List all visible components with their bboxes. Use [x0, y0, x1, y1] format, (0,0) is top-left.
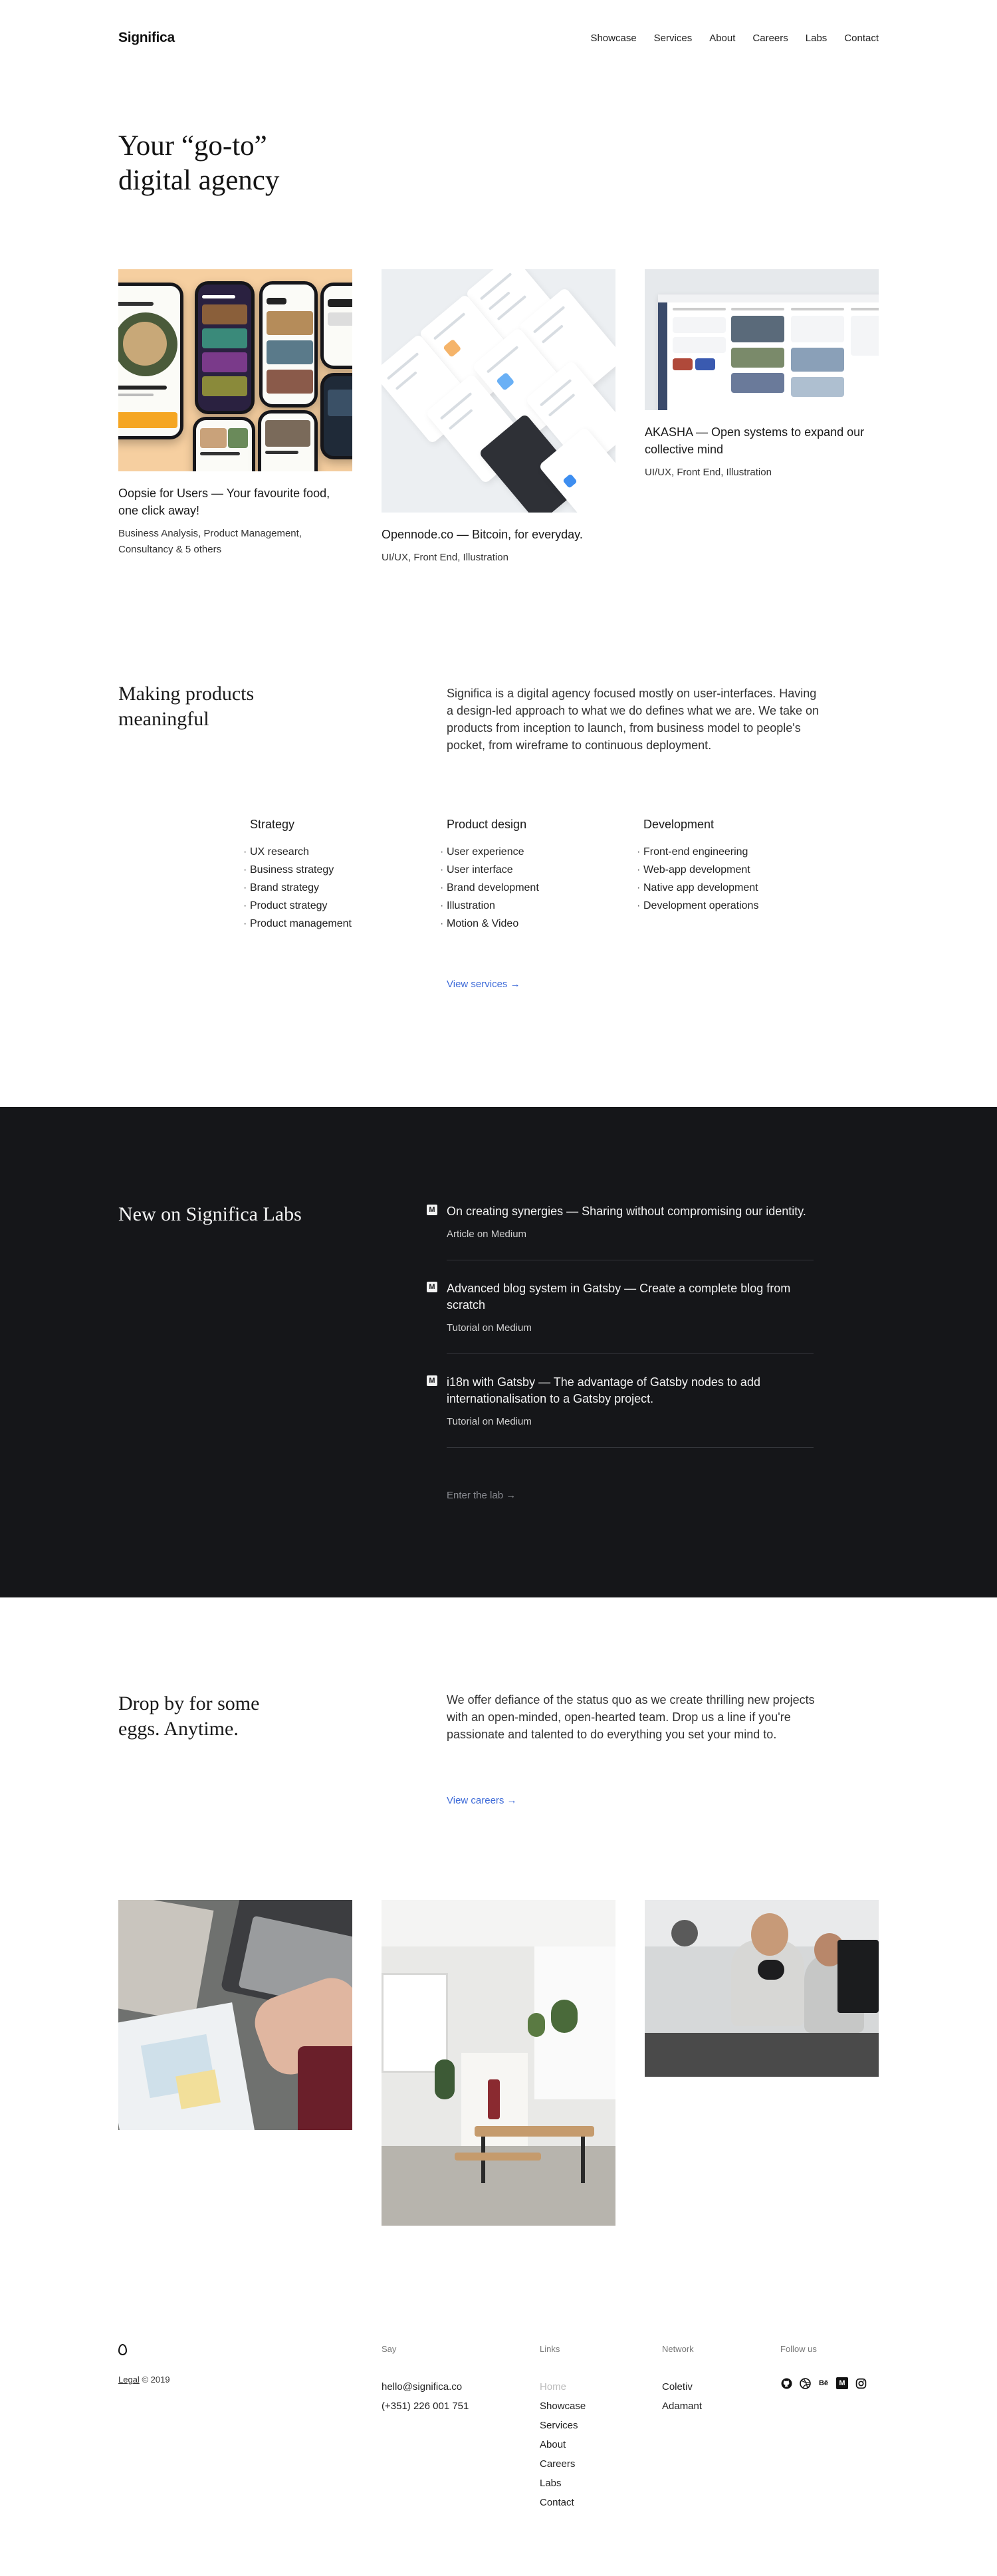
footer-links: [540, 2344, 586, 2512]
medium-icon: M: [427, 1205, 437, 1215]
project-tags: UI/UX, Front End, Illustration: [645, 467, 772, 478]
legal-copyright: [118, 2375, 170, 2385]
phone-mockup: [320, 283, 352, 369]
service-item: · Web-app development: [637, 861, 823, 879]
phone-mockup: [118, 283, 183, 439]
copyright-text: © 2019: [142, 2375, 170, 2385]
medium-icon: M: [427, 1375, 437, 1386]
service-item: · Development operations: [637, 897, 823, 915]
egg-logo-icon[interactable]: [118, 2344, 127, 2355]
social-icons: [780, 2377, 867, 2389]
project-tags: UI/UX, Front End, Illustration: [382, 552, 508, 563]
footer-link-showcase[interactable]: Showcase: [540, 2400, 586, 2412]
lab-article[interactable]: [429, 1280, 814, 1354]
footer-network: [662, 2344, 702, 2416]
nav-labs[interactable]: Labs: [805, 32, 828, 44]
careers-title-line1: Drop by for some: [118, 1693, 260, 1714]
project-image-opennode[interactable]: [382, 269, 615, 513]
project-image-akasha[interactable]: [645, 269, 879, 410]
footer-heading: Links: [540, 2344, 560, 2354]
nav-showcase[interactable]: Showcase: [590, 32, 637, 44]
project-card-opennode[interactable]: [382, 269, 615, 566]
footer-link-labs[interactable]: Labs: [540, 2478, 562, 2489]
phone-mockup: [195, 281, 255, 414]
footer-link-about[interactable]: About: [540, 2439, 566, 2450]
project-tags: Business Analysis, Product Management, Consultancy & 5 others: [118, 528, 302, 555]
service-item: · UX research: [243, 843, 429, 861]
main-nav: [590, 33, 879, 44]
dribbble-icon[interactable]: [799, 2377, 811, 2389]
lab-article-title[interactable]: On creating synergies — Sharing without compromising our identity.: [447, 1205, 806, 1218]
legal-link[interactable]: Legal: [118, 2375, 140, 2385]
nav-careers[interactable]: Careers: [752, 32, 788, 44]
network-link-adamant[interactable]: Adamant: [662, 2400, 703, 2412]
service-item: · Native app development: [637, 879, 823, 897]
service-column-strategy: [243, 816, 429, 933]
service-item: · Illustration: [440, 897, 626, 915]
view-careers-link[interactable]: View careers →: [447, 1795, 517, 1806]
footer-link-services[interactable]: Services: [540, 2420, 578, 2431]
hero-title-line2: digital agency: [118, 165, 280, 196]
labs-articles: [429, 1203, 814, 1468]
phone-link[interactable]: (+351) 226 001 751: [382, 2400, 469, 2412]
service-column-development: [637, 816, 823, 915]
careers-text: We offer defiance of the status quo as we create thrilling new projects with an open-minded, open-hearted team. Drop us a line if you're passionate and talented to do everything you set your mind to.: [447, 1693, 815, 1741]
phone-mockup: [193, 417, 255, 471]
project-image-oopsie[interactable]: [118, 269, 352, 471]
site-header: [118, 28, 879, 48]
logo[interactable]: Significa: [118, 30, 175, 45]
lab-article-source: Tutorial on Medium: [447, 1322, 532, 1334]
service-item: · Brand development: [440, 879, 626, 897]
footer-say: [382, 2344, 469, 2416]
lab-article-source: Article on Medium: [447, 1229, 527, 1240]
email-link[interactable]: hello@significa.co: [382, 2381, 463, 2393]
nav-about[interactable]: About: [709, 32, 736, 44]
lab-article-title[interactable]: i18n with Gatsby — The advantage of Gatsby nodes to add internationalisation to a Gatsby project.: [447, 1375, 760, 1405]
service-item: · Brand strategy: [243, 879, 429, 897]
footer-link-home[interactable]: Home: [540, 2381, 567, 2393]
footer-heading: Say: [382, 2344, 397, 2354]
office-photo-team: [645, 1900, 879, 2077]
browser-mockup: [658, 294, 879, 410]
careers-title: [118, 1691, 384, 1742]
service-item: · Business strategy: [243, 861, 429, 879]
project-title[interactable]: AKASHA — Open systems to expand our collective mind: [645, 425, 865, 456]
nav-services[interactable]: Services: [653, 32, 693, 44]
footer-heading: Network: [662, 2344, 694, 2354]
service-item: · Motion & Video: [440, 915, 626, 933]
service-item: · Front-end engineering: [637, 843, 823, 861]
nav-contact[interactable]: Contact: [844, 32, 879, 44]
lab-article[interactable]: [429, 1374, 814, 1448]
service-item: · User interface: [440, 861, 626, 879]
github-icon[interactable]: [780, 2377, 792, 2389]
service-title: Development: [643, 818, 715, 831]
footer-link-careers[interactable]: Careers: [540, 2458, 576, 2470]
project-title[interactable]: Oopsie for Users — Your favourite food, one click away!: [118, 487, 330, 517]
office-photo-interior: [382, 1900, 615, 2226]
service-item: · User experience: [440, 843, 626, 861]
labs-section: [0, 1107, 997, 1597]
about-text: Significa is a digital agency focused mostly on user-interfaces. Having a design-led approach to what we do defines what we are. We take on products from inception to launch, from business model to people's pocket, from wireframe to continuous deployment.: [447, 687, 820, 752]
project-card-akasha[interactable]: [645, 269, 879, 481]
footer-follow: [780, 2344, 867, 2389]
labs-title: New on Significa Labs: [118, 1203, 302, 1225]
view-services-link[interactable]: View services →: [447, 979, 520, 990]
project-card-oopsie[interactable]: [118, 269, 352, 558]
enter-lab-link[interactable]: Enter the lab →: [447, 1490, 516, 1501]
site-footer: [118, 2340, 879, 2526]
instagram-icon[interactable]: [855, 2377, 867, 2389]
service-item: · Product strategy: [243, 897, 429, 915]
about-title-line1: Making products: [118, 683, 255, 705]
hero-title-line1: Your “go-to”: [118, 130, 267, 162]
lab-article-title[interactable]: Advanced blog system in Gatsby — Create a complete blog from scratch: [447, 1282, 791, 1312]
medium-icon[interactable]: M: [836, 2377, 848, 2389]
project-title[interactable]: Opennode.co — Bitcoin, for everyday.: [382, 528, 583, 541]
behance-icon[interactable]: Bē: [818, 2379, 829, 2387]
phone-mockup: [259, 281, 318, 408]
footer-heading: Follow us: [780, 2344, 817, 2354]
medium-icon: M: [427, 1282, 437, 1292]
office-photo-laptop: [118, 1900, 352, 2130]
service-item: · Product management: [243, 915, 429, 933]
service-column-product-design: [440, 816, 626, 933]
about-title: [118, 681, 384, 732]
network-link-coletiv[interactable]: Coletiv: [662, 2381, 693, 2393]
phone-mockup: [320, 373, 352, 459]
hero-title: [118, 129, 517, 198]
careers-title-line2: eggs. Anytime.: [118, 1718, 239, 1740]
service-title: Product design: [447, 818, 527, 831]
service-title: Strategy: [250, 818, 295, 831]
about-title-line2: meaningful: [118, 708, 209, 730]
footer-link-contact[interactable]: Contact: [540, 2497, 574, 2508]
lab-article[interactable]: [429, 1203, 814, 1260]
lab-article-source: Tutorial on Medium: [447, 1416, 532, 1427]
phone-mockup: [258, 410, 318, 471]
